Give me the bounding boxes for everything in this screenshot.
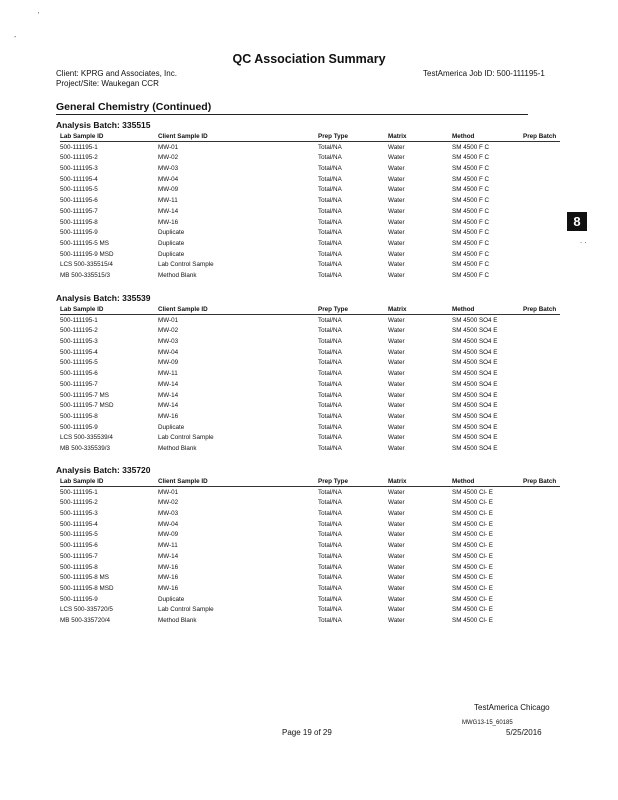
report-date: 5/25/2016 (506, 728, 542, 737)
cell-prep-type: Total/NA (318, 316, 342, 324)
scan-speck: . . (580, 236, 587, 245)
cell-method: SM 4500 F C (452, 261, 490, 269)
cell-lab-sample-id: MB 500-335539/3 (60, 444, 111, 452)
column-header-prep-batch: Prep Batch (523, 133, 557, 140)
cell-client-sample-id: MW-11 (158, 542, 178, 550)
cell-lab-sample-id: LCS 500-335720/5 (60, 606, 113, 614)
cell-matrix: Water (388, 348, 405, 356)
table-row (56, 271, 566, 282)
table-row (56, 412, 566, 423)
table-row (56, 595, 566, 606)
cell-method: SM 4500 F C (452, 207, 490, 215)
cell-method: SM 4500 F C (452, 229, 490, 237)
cell-lab-sample-id: 500-111195-6 (60, 542, 98, 550)
cell-matrix: Water (388, 271, 405, 279)
cell-prep-type: Total/NA (318, 175, 342, 183)
cell-prep-type: Total/NA (318, 218, 342, 226)
cell-method: SM 4500 Cl- E (452, 574, 493, 582)
cell-client-sample-id: MW-14 (158, 402, 179, 410)
cell-prep-type: Total/NA (318, 348, 342, 356)
section-title: General Chemistry (Continued) (56, 101, 212, 113)
cell-matrix: Water (388, 520, 405, 528)
cell-lab-sample-id: 500-111195-1 (60, 143, 98, 151)
cell-client-sample-id: Lab Control Sample (158, 434, 214, 442)
column-header-client-sample-id: Client Sample ID (158, 133, 208, 140)
table-row (56, 433, 566, 444)
cell-matrix: Water (388, 154, 405, 162)
analysis-batch-1 (56, 120, 566, 282)
cell-client-sample-id: MW-02 (158, 154, 179, 162)
cell-matrix: Water (388, 239, 405, 247)
cell-method: SM 4500 SO4 E (452, 316, 498, 324)
cell-matrix: Water (388, 444, 405, 452)
cell-method: SM 4500 Cl- E (452, 531, 493, 539)
cell-prep-type: Total/NA (318, 520, 342, 528)
cell-lab-sample-id: 500-111195-8 (60, 412, 98, 420)
cell-lab-sample-id: 500-111195-5 (60, 186, 98, 194)
table-row (56, 218, 566, 229)
cell-matrix: Water (388, 250, 405, 258)
cell-matrix: Water (388, 143, 405, 151)
column-header-matrix: Matrix (388, 478, 407, 485)
cell-matrix: Water (388, 574, 405, 582)
cell-client-sample-id: MW-14 (158, 391, 179, 399)
cell-matrix: Water (388, 391, 405, 399)
cell-prep-type: Total/NA (318, 229, 342, 237)
cell-matrix: Water (388, 380, 405, 388)
cell-method: SM 4500 F C (452, 175, 490, 183)
cell-lab-sample-id: LCS 500-335539/4 (60, 434, 113, 442)
cell-method: SM 4500 Cl- E (452, 616, 493, 624)
cell-lab-sample-id: 500-111195-2 (60, 499, 98, 507)
cell-lab-sample-id: 500-111195-5 MS (60, 239, 110, 247)
cell-matrix: Water (388, 595, 405, 603)
table-row (56, 185, 566, 196)
cell-matrix: Water (388, 229, 405, 237)
cell-lab-sample-id: 500-111195-4 (60, 348, 98, 356)
document-code: MWG13-15_60185 (462, 720, 513, 726)
cell-lab-sample-id: 500-111195-8 MSD (60, 584, 114, 592)
cell-lab-sample-id: LCS 500-335515/4 (60, 261, 113, 269)
cell-client-sample-id: MW-14 (158, 207, 179, 215)
cell-method: SM 4500 SO4 E (452, 402, 498, 410)
cell-client-sample-id: MW-04 (158, 520, 179, 528)
cell-client-sample-id: Method Blank (158, 271, 197, 279)
cell-prep-type: Total/NA (318, 434, 342, 442)
cell-method: SM 4500 SO4 E (452, 327, 498, 335)
cell-prep-type: Total/NA (318, 380, 342, 388)
table-row (56, 573, 566, 584)
table-row (56, 520, 566, 531)
cell-client-sample-id: MW-03 (158, 165, 179, 173)
cell-client-sample-id: Duplicate (158, 229, 185, 237)
cell-lab-sample-id: 500-111195-2 (60, 327, 98, 335)
table-row (56, 358, 566, 369)
cell-lab-sample-id: 500-111195-8 (60, 563, 98, 571)
batch-title: Analysis Batch: 335515 (56, 120, 151, 130)
cell-lab-sample-id: 500-111195-6 (60, 370, 98, 378)
cell-lab-sample-id: 500-111195-7 MS (60, 391, 110, 399)
table-row (56, 498, 566, 509)
cell-client-sample-id: MW-09 (158, 186, 179, 194)
job-id: TestAmerica Job ID: 500-111195-1 (423, 69, 545, 78)
table-row (56, 401, 566, 412)
column-header-method: Method (452, 478, 475, 485)
cell-client-sample-id: MW-03 (158, 510, 179, 518)
cell-prep-type: Total/NA (318, 531, 342, 539)
cell-prep-type: Total/NA (318, 165, 342, 173)
column-header-prep-type: Prep Type (318, 478, 348, 485)
cell-method: SM 4500 SO4 E (452, 380, 498, 388)
client-line: Client: KPRG and Associates, Inc. (56, 69, 177, 78)
cell-prep-type: Total/NA (318, 412, 342, 420)
cell-prep-type: Total/NA (318, 186, 342, 194)
lab-name: TestAmerica Chicago (474, 703, 550, 712)
cell-method: SM 4500 Cl- E (452, 563, 493, 571)
table-row (56, 391, 566, 402)
cell-matrix: Water (388, 488, 405, 496)
page-number: Page 19 of 29 (282, 728, 332, 737)
cell-method: SM 4500 SO4 E (452, 434, 498, 442)
table-row (56, 164, 566, 175)
cell-lab-sample-id: 500-111195-7 (60, 552, 98, 560)
table-row (56, 143, 566, 154)
cell-lab-sample-id: 500-111195-3 (60, 510, 98, 518)
table-row (56, 584, 566, 595)
column-header-prep-type: Prep Type (318, 133, 348, 140)
cell-method: SM 4500 SO4 E (452, 359, 498, 367)
cell-client-sample-id: MW-01 (158, 316, 179, 324)
cell-method: SM 4500 F C (452, 250, 490, 258)
cell-prep-type: Total/NA (318, 606, 342, 614)
cell-prep-type: Total/NA (318, 338, 342, 346)
cell-prep-type: Total/NA (318, 510, 342, 518)
cell-client-sample-id: MW-16 (158, 412, 179, 420)
batch-title: Analysis Batch: 335720 (56, 465, 151, 475)
cell-prep-type: Total/NA (318, 616, 342, 624)
cell-lab-sample-id: MB 500-335720/4 (60, 616, 111, 624)
table-row (56, 552, 566, 563)
report-title: QC Association Summary (232, 52, 386, 66)
cell-prep-type: Total/NA (318, 327, 342, 335)
column-header-client-sample-id: Client Sample ID (158, 478, 208, 485)
column-header-matrix: Matrix (388, 133, 407, 140)
cell-lab-sample-id: 500-111195-4 (60, 175, 98, 183)
cell-prep-type: Total/NA (318, 595, 342, 603)
table-row (56, 260, 566, 271)
cell-method: SM 4500 SO4 E (452, 391, 498, 399)
cell-prep-type: Total/NA (318, 563, 342, 571)
cell-lab-sample-id: 500-111195-5 (60, 531, 98, 539)
cell-lab-sample-id: 500-111195-8 MS (60, 574, 110, 582)
cell-lab-sample-id: 500-111195-2 (60, 154, 98, 162)
cell-method: SM 4500 Cl- E (452, 552, 493, 560)
cell-method: SM 4500 Cl- E (452, 499, 493, 507)
cell-method: SM 4500 SO4 E (452, 412, 498, 420)
cell-prep-type: Total/NA (318, 207, 342, 215)
table-row (56, 616, 566, 627)
cell-matrix: Water (388, 175, 405, 183)
cell-method: SM 4500 F C (452, 186, 490, 194)
cell-client-sample-id: MW-14 (158, 552, 179, 560)
table-row (56, 348, 566, 359)
table-header (56, 132, 566, 143)
cell-lab-sample-id: 500-111195-3 (60, 338, 98, 346)
cell-lab-sample-id: 500-111195-6 (60, 197, 98, 205)
cell-matrix: Water (388, 197, 405, 205)
column-header-lab-sample-id: Lab Sample ID (60, 133, 104, 140)
cell-matrix: Water (388, 338, 405, 346)
cell-client-sample-id: MW-02 (158, 499, 179, 507)
cell-matrix: Water (388, 165, 405, 173)
cell-prep-type: Total/NA (318, 444, 342, 452)
cell-client-sample-id: MW-11 (158, 370, 178, 378)
cell-client-sample-id: MW-09 (158, 531, 179, 539)
cell-prep-type: Total/NA (318, 499, 342, 507)
cell-client-sample-id: MW-16 (158, 218, 179, 226)
client-info (56, 69, 177, 89)
cell-matrix: Water (388, 412, 405, 420)
table-row (56, 175, 566, 186)
cell-lab-sample-id: 500-111195-1 (60, 488, 98, 496)
cell-prep-type: Total/NA (318, 197, 342, 205)
table-row (56, 369, 566, 380)
cell-lab-sample-id: 500-111195-3 (60, 165, 98, 173)
cell-prep-type: Total/NA (318, 143, 342, 151)
cell-lab-sample-id: 500-111195-9 (60, 423, 98, 431)
column-header-method: Method (452, 133, 475, 140)
table-row (56, 196, 566, 207)
analysis-batch-3 (56, 465, 566, 627)
cell-lab-sample-id: 500-111195-7 MSD (60, 402, 114, 410)
cell-matrix: Water (388, 584, 405, 592)
cell-matrix: Water (388, 218, 405, 226)
scan-speck: ' (38, 12, 40, 19)
cell-client-sample-id: MW-11 (158, 197, 178, 205)
cell-client-sample-id: MW-16 (158, 563, 179, 571)
cell-matrix: Water (388, 207, 405, 215)
table-row (56, 207, 566, 218)
table-row (56, 541, 566, 552)
cell-method: SM 4500 SO4 E (452, 370, 498, 378)
column-header-lab-sample-id: Lab Sample ID (60, 306, 104, 313)
cell-prep-type: Total/NA (318, 552, 342, 560)
table-header (56, 305, 566, 316)
table-row (56, 153, 566, 164)
table-header (56, 477, 566, 488)
column-header-prep-batch: Prep Batch (523, 478, 557, 485)
cell-matrix: Water (388, 542, 405, 550)
column-header-prep-batch: Prep Batch (523, 306, 557, 313)
cell-lab-sample-id: 500-111195-9 (60, 229, 98, 237)
cell-matrix: Water (388, 402, 405, 410)
cell-method: SM 4500 Cl- E (452, 595, 493, 603)
cell-matrix: Water (388, 552, 405, 560)
column-header-prep-type: Prep Type (318, 306, 348, 313)
cell-client-sample-id: Duplicate (158, 423, 185, 431)
cell-client-sample-id: Method Blank (158, 616, 197, 624)
cell-method: SM 4500 F C (452, 197, 490, 205)
cell-matrix: Water (388, 359, 405, 367)
cell-method: SM 4500 Cl- E (452, 520, 493, 528)
cell-lab-sample-id: 500-111195-9 MSD (60, 250, 114, 258)
cell-lab-sample-id: 500-111195-8 (60, 218, 98, 226)
section-divider (56, 114, 528, 115)
cell-client-sample-id: Duplicate (158, 595, 185, 603)
table-row (56, 488, 566, 499)
cell-lab-sample-id: 500-111195-9 (60, 595, 98, 603)
cell-matrix: Water (388, 316, 405, 324)
cell-matrix: Water (388, 531, 405, 539)
cell-client-sample-id: Duplicate (158, 250, 185, 258)
cell-prep-type: Total/NA (318, 488, 342, 496)
cell-prep-type: Total/NA (318, 154, 342, 162)
table-row (56, 337, 566, 348)
cell-method: SM 4500 Cl- E (452, 606, 493, 614)
cell-client-sample-id: MW-16 (158, 574, 179, 582)
cell-prep-type: Total/NA (318, 250, 342, 258)
cell-prep-type: Total/NA (318, 271, 342, 279)
cell-client-sample-id: Duplicate (158, 239, 185, 247)
cell-method: SM 4500 F C (452, 154, 490, 162)
cell-client-sample-id: Lab Control Sample (158, 606, 214, 614)
cell-method: SM 4500 SO4 E (452, 444, 498, 452)
cell-matrix: Water (388, 186, 405, 194)
table-row (56, 444, 566, 455)
cell-lab-sample-id: 500-111195-7 (60, 207, 98, 215)
cell-method: SM 4500 SO4 E (452, 423, 498, 431)
cell-method: SM 4500 F C (452, 165, 490, 173)
cell-method: SM 4500 SO4 E (452, 338, 498, 346)
cell-matrix: Water (388, 423, 405, 431)
cell-prep-type: Total/NA (318, 391, 342, 399)
cell-client-sample-id: MW-03 (158, 338, 179, 346)
cell-matrix: Water (388, 510, 405, 518)
cell-method: SM 4500 F C (452, 143, 490, 151)
column-header-lab-sample-id: Lab Sample ID (60, 478, 104, 485)
cell-client-sample-id: MW-16 (158, 584, 179, 592)
cell-method: SM 4500 F C (452, 218, 490, 226)
cell-method: SM 4500 Cl- E (452, 584, 493, 592)
cell-lab-sample-id: 500-111195-5 (60, 359, 98, 367)
cell-prep-type: Total/NA (318, 359, 342, 367)
batch-title: Analysis Batch: 335539 (56, 293, 151, 303)
table-row (56, 380, 566, 391)
table-row (56, 239, 566, 250)
analysis-batch-2 (56, 293, 566, 455)
cell-method: SM 4500 Cl- E (452, 542, 493, 550)
section-tab: 8 (567, 212, 587, 231)
cell-client-sample-id: MW-04 (158, 175, 179, 183)
cell-lab-sample-id: 500-111195-7 (60, 380, 98, 388)
column-header-matrix: Matrix (388, 306, 407, 313)
table-row (56, 530, 566, 541)
cell-method: SM 4500 SO4 E (452, 348, 498, 356)
cell-client-sample-id: MW-01 (158, 143, 179, 151)
cell-method: SM 4500 F C (452, 239, 490, 247)
table-row (56, 250, 566, 261)
cell-matrix: Water (388, 563, 405, 571)
table-row (56, 563, 566, 574)
cell-lab-sample-id: 500-111195-1 (60, 316, 98, 324)
table-row (56, 228, 566, 239)
cell-client-sample-id: MW-09 (158, 359, 179, 367)
cell-matrix: Water (388, 434, 405, 442)
cell-matrix: Water (388, 499, 405, 507)
cell-prep-type: Total/NA (318, 584, 342, 592)
column-header-client-sample-id: Client Sample ID (158, 306, 208, 313)
cell-client-sample-id: MW-01 (158, 488, 179, 496)
cell-prep-type: Total/NA (318, 261, 342, 269)
cell-client-sample-id: MW-14 (158, 380, 179, 388)
cell-prep-type: Total/NA (318, 542, 342, 550)
cell-method: SM 4500 F C (452, 271, 490, 279)
cell-matrix: Water (388, 616, 405, 624)
cell-client-sample-id: Lab Control Sample (158, 261, 214, 269)
table-row (56, 326, 566, 337)
cell-client-sample-id: MW-04 (158, 348, 179, 356)
cell-matrix: Water (388, 261, 405, 269)
table-row (56, 316, 566, 327)
table-row (56, 605, 566, 616)
table-row (56, 509, 566, 520)
cell-client-sample-id: Method Blank (158, 444, 197, 452)
project-line: Project/Site: Waukegan CCR (56, 79, 159, 88)
scan-speck: - (14, 34, 17, 41)
cell-lab-sample-id: MB 500-335515/3 (60, 271, 111, 279)
cell-matrix: Water (388, 606, 405, 614)
cell-prep-type: Total/NA (318, 423, 342, 431)
cell-method: SM 4500 Cl- E (452, 510, 493, 518)
cell-prep-type: Total/NA (318, 574, 342, 582)
cell-prep-type: Total/NA (318, 239, 342, 247)
cell-method: SM 4500 Cl- E (452, 488, 493, 496)
cell-lab-sample-id: 500-111195-4 (60, 520, 98, 528)
cell-matrix: Water (388, 370, 405, 378)
cell-client-sample-id: MW-02 (158, 327, 179, 335)
column-header-method: Method (452, 306, 475, 313)
cell-prep-type: Total/NA (318, 402, 342, 410)
table-row (56, 423, 566, 434)
cell-matrix: Water (388, 327, 405, 335)
cell-prep-type: Total/NA (318, 370, 342, 378)
